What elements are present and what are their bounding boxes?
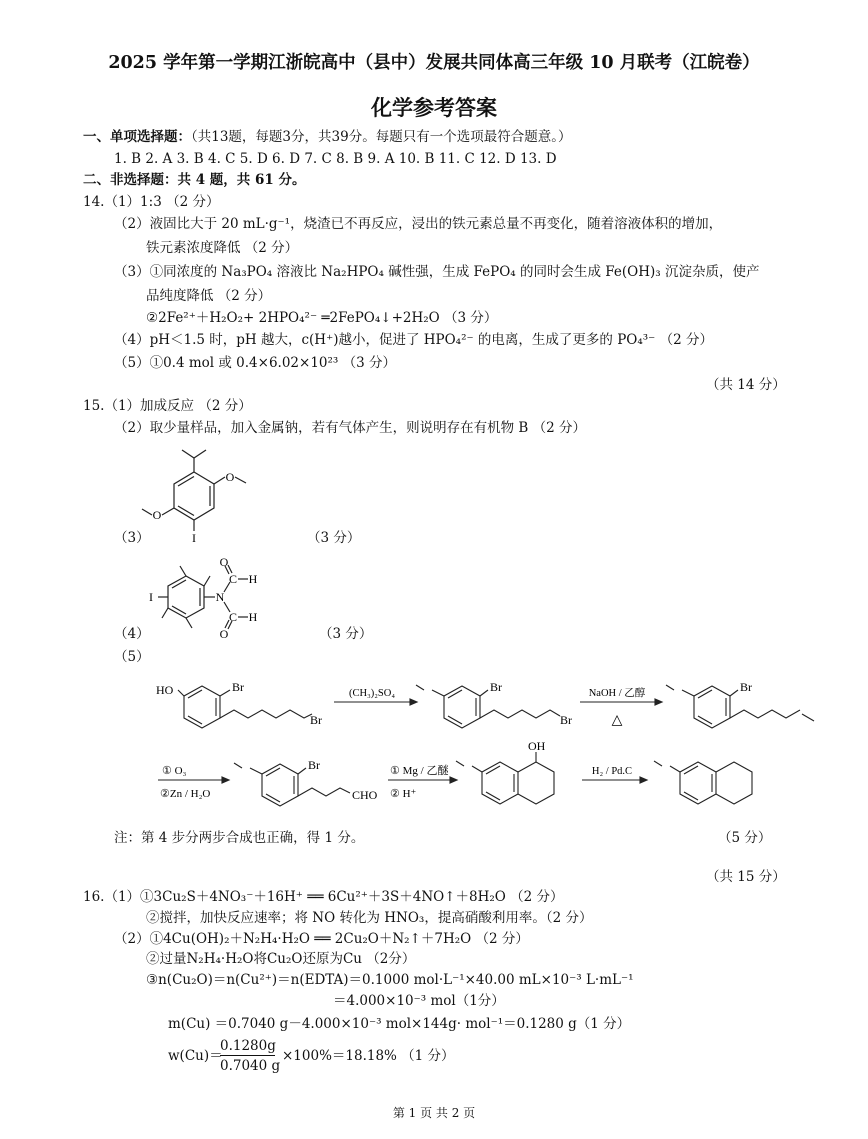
- scheme-ho-label: HO: [156, 683, 174, 697]
- scheme-oh-label: OH: [528, 739, 546, 753]
- q16-fraction-rhs: ×100%＝18.18% （1 分）: [282, 1048, 455, 1064]
- q15-s4-label-c1: C: [228, 572, 238, 586]
- q14-part3-equation: ②2Fe²⁺＋H₂O₂+ 2HPO₄²⁻ ═2FePO₄↓+2H₂O （3 分）: [146, 310, 498, 326]
- scheme-br-label-1: Br: [232, 680, 244, 694]
- section1-desc: （共13题，每题3分，共39分。每题只有一个选项最符合题意。）: [191, 129, 572, 145]
- q15-part2: （2）取少量样品，加入金属钠，若有气体产生，则说明存在有机物 B （2 分）: [114, 420, 586, 436]
- q15-part4-number: （4）: [114, 626, 150, 642]
- q15-s4-label-i: I: [149, 590, 153, 604]
- q16-part2-1: （2）①4Cu(OH)₂＋N₂H₄·H₂O ══ 2Cu₂O＋N₂↑＋7H₂O （2 分）: [114, 931, 529, 947]
- q15-s4-label-o1: O: [219, 556, 229, 569]
- q15-s3-label-i: I: [192, 531, 196, 544]
- q15-note: 注：第 4 步分两步合成也正确，得 1 分。: [114, 830, 365, 846]
- q14-part2-line2: 铁元素浓度降低 （2 分）: [146, 240, 299, 256]
- q15-part1: 15.（1）加成反应 （2 分）: [83, 398, 252, 414]
- q15-part3-number: （3）: [114, 530, 150, 546]
- section1-heading: 一、单项选择题：: [83, 129, 191, 145]
- q15-total: （共 15 分）: [706, 869, 786, 885]
- q15-s4-label-c2: C: [228, 610, 238, 624]
- scheme-br-label-4: Br: [560, 713, 572, 727]
- q14-part1: 14.（1）1:3 （2 分）: [83, 194, 220, 210]
- page-footer: 第 1 页 共 2 页: [392, 1106, 476, 1120]
- q16-part1-1: 16.（1）①3Cu₂S＋4NO₃⁻＋16H⁺ ══ 6Cu²⁺＋3S＋4NO↑＋8H₂O （2 分）: [83, 889, 564, 905]
- scheme-reagent-3a: ① O₃: [162, 765, 187, 777]
- q14-part3-line2: 品纯度降低 （2 分）: [146, 288, 272, 304]
- scheme-reagent-1: (CH₃)₂SO₄: [349, 688, 395, 699]
- q15-part3-structure: [130, 440, 270, 544]
- q15-s4-label-n: N: [215, 590, 225, 604]
- q16-part2-3-result: ＝4.000×10⁻³ mol（1分）: [333, 993, 505, 1009]
- scheme-br-label-2: Br: [310, 713, 322, 727]
- q15-s3-label-o1: O: [225, 470, 235, 484]
- q16-fraction-numerator: 0.1280g: [220, 1038, 276, 1054]
- scheme-cho-label: CHO: [352, 788, 378, 802]
- q14-total: （共 14 分）: [706, 377, 786, 393]
- scheme-reagent-3b: ②Zn / H₂O: [160, 788, 211, 800]
- q15-synthesis-scheme: [150, 672, 820, 820]
- q15-part4-score: （3 分）: [319, 626, 373, 642]
- q16-part2-2: ②过量N₂H₄·H₂O将Cu₂O还原为Cu （2分）: [146, 951, 416, 967]
- section1: [83, 129, 571, 146]
- q15-part5-number: （5）: [114, 649, 150, 665]
- q16-part1-2: ②搅拌，加快反应速率；将 NO 转化为 HNO₃，提高硝酸利用率。（2 分）: [146, 910, 593, 926]
- section1-answers: 1. B 2. A 3. B 4. C 5. D 6. D 7. C 8. B 9. A 10. B 11. C 12. D 13. D: [114, 151, 557, 167]
- q14-part4: （4）pH＜1.5 时，pH 越大，c(H⁺)越小，促进了 HPO₄²⁻ 的电离，生成了更多的 PO₄³⁻ （2 分）: [114, 332, 713, 348]
- q15-part4-structure: [140, 556, 290, 640]
- q16-part2-mass: m(Cu) ＝0.7040 g－4.000×10⁻³ mol×144g· mol⁻¹＝0.1280 g（1 分）: [168, 1016, 631, 1032]
- scheme-br-label-6: Br: [308, 758, 320, 772]
- q15-s4-label-h2: H: [248, 610, 258, 624]
- q16-fraction-lhs: w(Cu)＝: [168, 1048, 223, 1064]
- q16-part2-3: ③n(Cu₂O)＝n(Cu²⁺)＝n(EDTA)＝0.1000 mol·L⁻¹×40.00 mL×10⁻³ L·mL⁻¹: [146, 972, 634, 988]
- scheme-br-label-5: Br: [740, 680, 752, 694]
- section2-heading: 二、非选择题：共 4 题，共 61 分。: [83, 172, 306, 188]
- document-title: 2025 学年第一学期江浙皖高中（县中）发展共同体高三年级 10 月联考（江皖卷）: [108, 53, 760, 73]
- q14-part3-line1: （3）①同浓度的 Na₃PO₄ 溶液比 Na₂HPO₄ 碱性强，生成 FePO₄ 的同时会生成 Fe(OH)₃ 沉淀杂质，使产: [114, 264, 760, 280]
- scheme-reagent-5: H₂ / Pd.C: [591, 766, 633, 777]
- scheme-reagent-4b: ② H⁺: [390, 788, 417, 800]
- q15-s4-label-h1: H: [248, 572, 258, 586]
- q14-part5: （5）①0.4 mol 或 0.4×6.02×10²³ （3 分）: [114, 355, 397, 371]
- scheme-reagent-2a: NaOH / 乙醇: [588, 688, 646, 699]
- q15-part3-score: （3 分）: [307, 530, 361, 546]
- q15-s3-label-o2: O: [152, 508, 162, 522]
- q15-s4-label-o2: O: [219, 627, 229, 640]
- scheme-reagent-4a: ① Mg / 乙醚: [390, 765, 449, 777]
- scheme-br-label-3: Br: [490, 680, 502, 694]
- q14-part2-line1: （2）液固比大于 20 mL·g⁻¹，烧渣已不再反应，浸出的铁元素总量不再变化，随着溶液体积的增加，: [114, 216, 723, 232]
- document-subtitle: 化学参考答案: [371, 95, 497, 120]
- scheme-reagent-2b: △: [611, 713, 623, 728]
- q16-fraction-denominator: 0.7040 g: [220, 1058, 281, 1074]
- q15-note-score: （5 分）: [718, 830, 772, 846]
